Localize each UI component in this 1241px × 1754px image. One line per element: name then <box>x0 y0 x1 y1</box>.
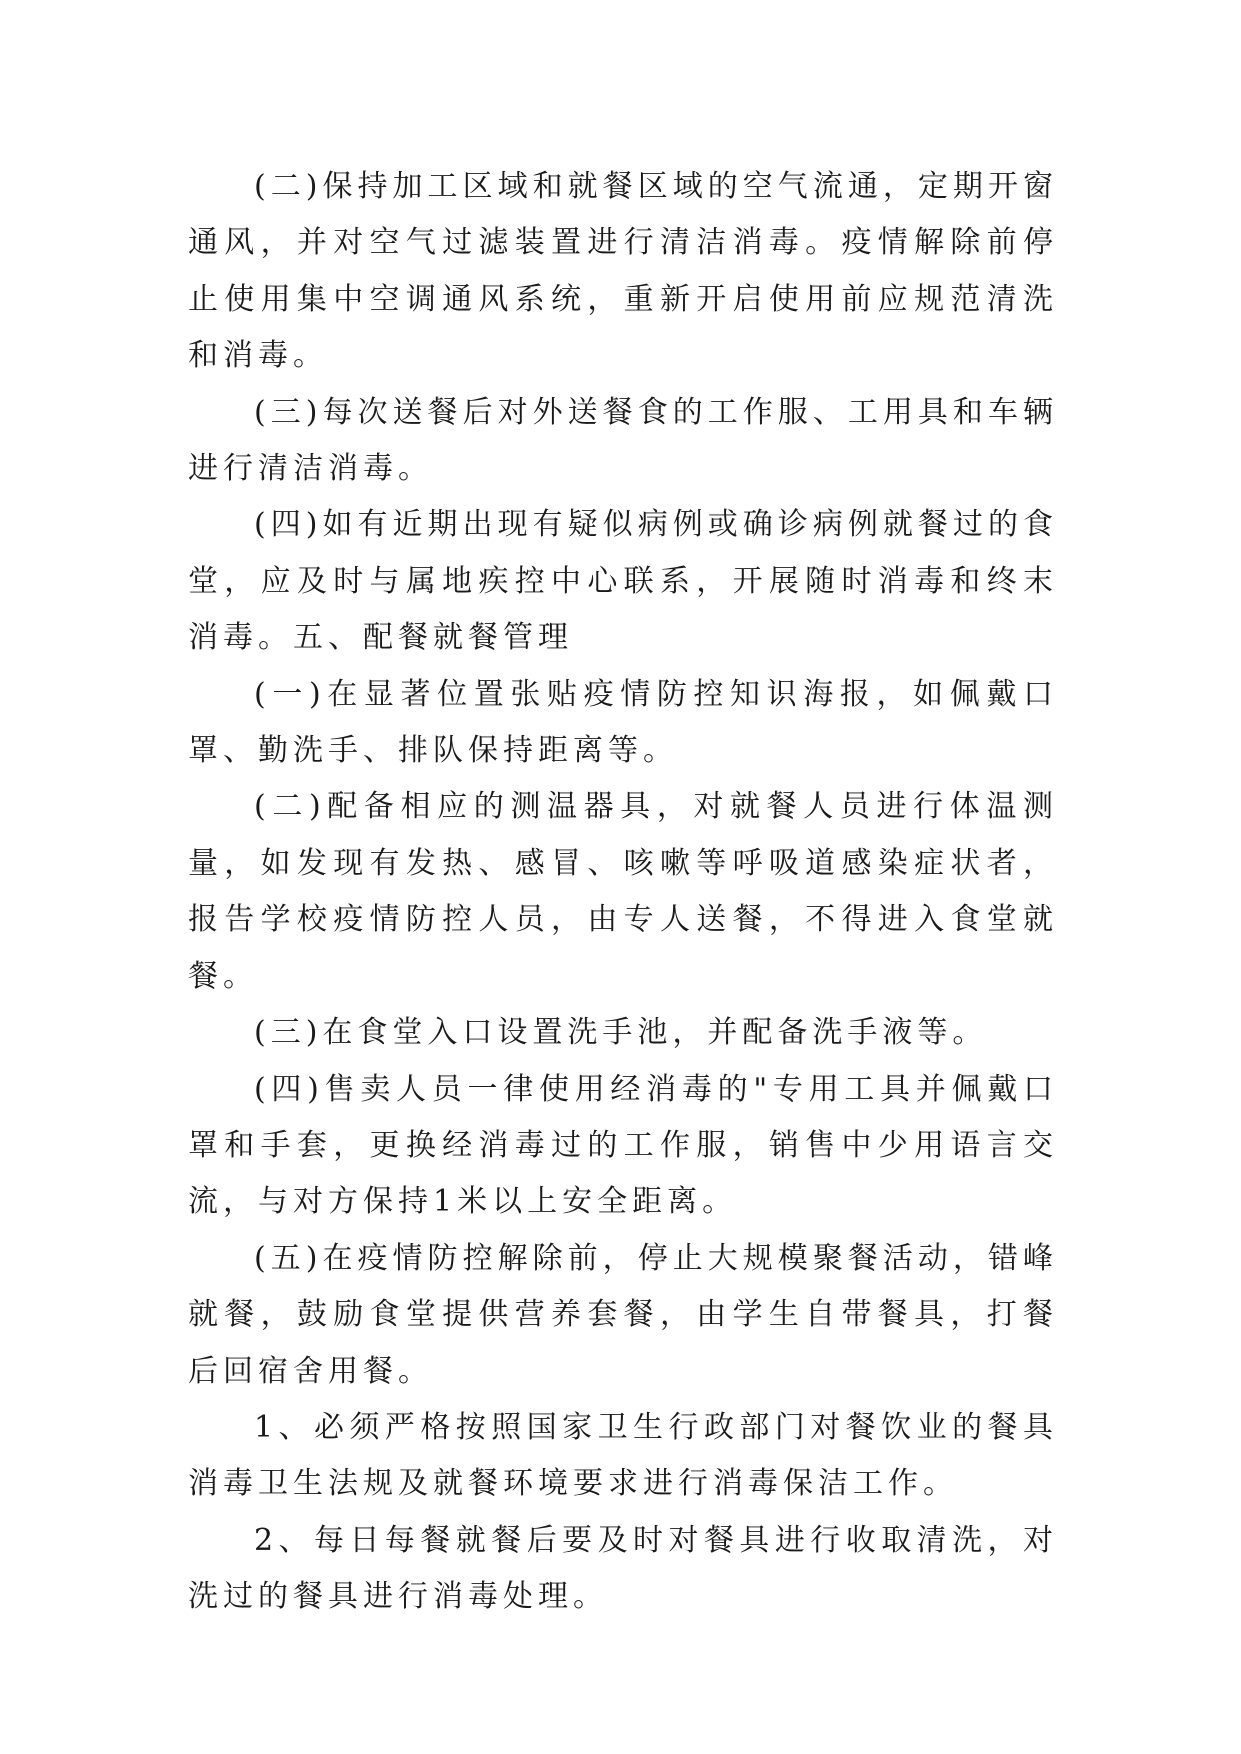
paragraph: (三)每次送餐后对外送餐食的工作服、工用具和车辆进行清洁消毒。 <box>188 394 1058 487</box>
paragraph: (五)在疫情防控解除前，停止大规模聚餐活动，错峰就餐，鼓励食堂提供营养套餐，由学生自带餐具，打餐后回宿舍用餐。 <box>188 1240 1058 1389</box>
paragraph: (四)如有近期出现有疑似病例或确诊病例就餐过的食堂，应及时与属地疾控中心联系，开展随时消毒和终末消毒。五、配餐就餐管理 <box>188 507 1058 656</box>
document-body <box>188 159 1058 1626</box>
paragraph: (四)售卖人员一律使用经消毒的"专用工具并佩戴口罩和手套，更换经消毒过的工作服，销售中少用语言交流，与对方保持1米以上安全距离。 <box>188 1071 1058 1220</box>
paragraph: (三)在食堂入口设置洗手池，并配备洗手液等。 <box>254 1015 988 1051</box>
paragraph: (二)保持加工区域和就餐区域的空气流通，定期开窗通风，并对空气过滤装置进行清洁消毒。疫情解除前停止使用集中空调通风系统，重新开启使用前应规范清洗和消毒。 <box>188 169 1058 374</box>
paragraph: 1、必须严格按照国家卫生行政部门对餐饮业的餐具消毒卫生法规及就餐环境要求进行消毒保洁工作。 <box>188 1409 1058 1502</box>
paragraph: (一)在显著位置张贴疫情防控知识海报，如佩戴口罩、勤洗手、排队保持距离等。 <box>188 676 1058 769</box>
paragraph: 2、每日每餐就餐后要及时对餐具进行收取清洗，对洗过的餐具进行消毒处理。 <box>188 1522 1058 1615</box>
paragraph: (二)配备相应的测温器具，对就餐人员进行体温测量，如发现有发热、感冒、咳嗽等呼吸道感染症状者，报告学校疫情防控人员，由专人送餐，不得进入食堂就餐。 <box>188 789 1058 994</box>
